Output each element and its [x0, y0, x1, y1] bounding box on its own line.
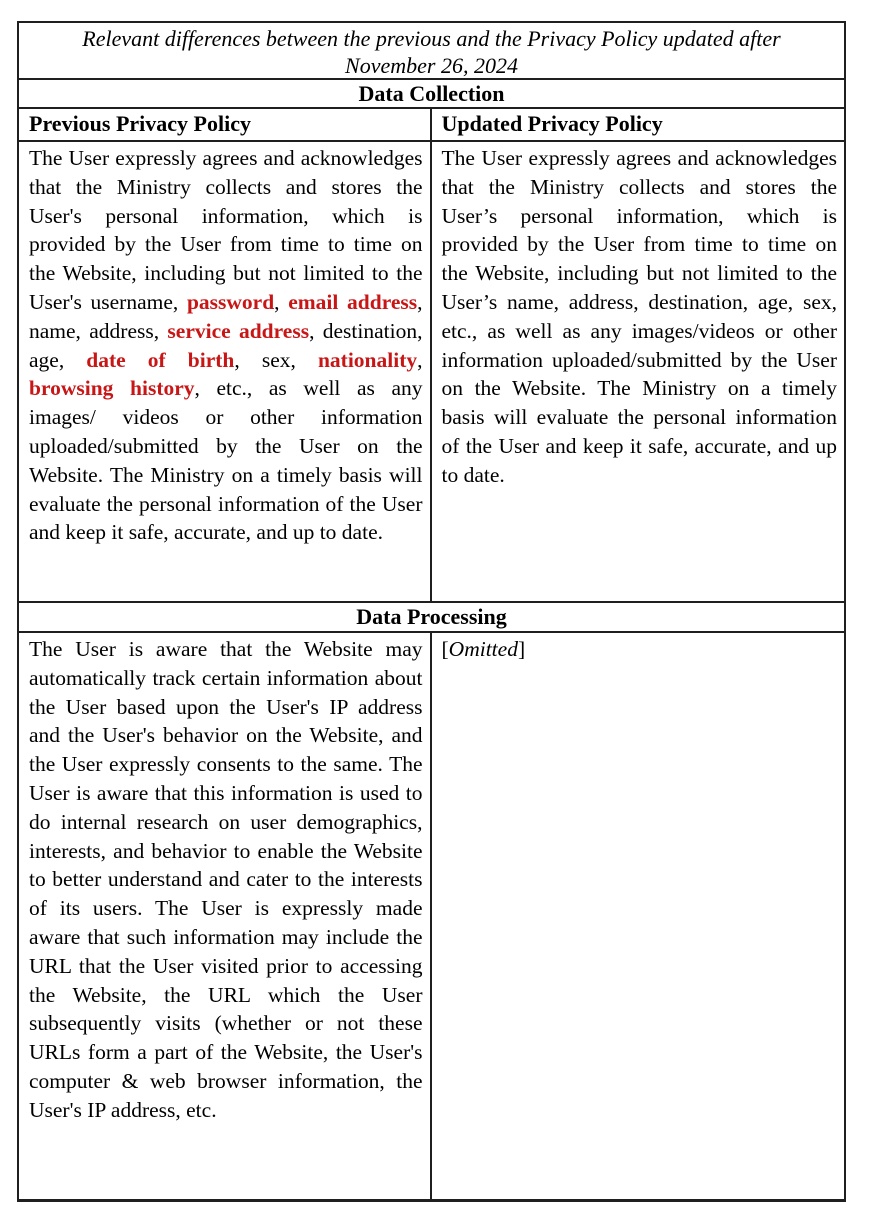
text-run: The User expressly agrees and acknowledges that the Ministry collects and stores the User's personal information, which is provided by the User from time to time on the Website, including but not limited to the User's username,	[29, 146, 423, 314]
section-header-data-processing: Data Processing	[19, 603, 844, 633]
privacy-policy-comparison-table	[17, 21, 846, 1202]
data-collection-previous-text	[19, 142, 432, 601]
column-header-row	[19, 109, 844, 142]
table-title-row	[19, 23, 844, 80]
highlighted-text-run: Omitted	[448, 637, 518, 661]
text-run: , destination, age,	[29, 318, 423, 372]
text-run: , etc., as well as any images/ videos or other information uploaded/submitted by the User on the Website. The Ministry on a timely basis will evaluate the personal information of the User and keep it safe, accurate, and up to date.	[29, 376, 423, 545]
data-processing-updated-text	[432, 633, 845, 1199]
data-collection-updated-text	[432, 142, 845, 601]
data-processing-body-row	[19, 633, 844, 1199]
text-run: ,	[274, 289, 289, 314]
highlighted-text-run: date of birth	[86, 347, 235, 372]
text-run: , sex,	[234, 347, 318, 372]
column-header-previous-policy: Previous Privacy Policy	[19, 109, 432, 140]
highlighted-text-run: email address	[288, 289, 418, 314]
text-run: The User expressly agrees and acknowledges that the Ministry collects and stores the User’s personal information, which is provided by the User from time to time on the Website, including but not limited to the User’s name, address, destination, age, sex, etc., as well as any images/videos or other information uploaded/submitted by the User on the Website. The Ministry on a timely basis will evaluate the personal information of the User and keep it safe, accurate, and up to date.	[441, 146, 837, 487]
text-run: ,	[417, 347, 423, 372]
data-collection-body-row	[19, 142, 844, 603]
column-header-updated-policy: Updated Privacy Policy	[441, 111, 663, 136]
highlighted-text-run: browsing history	[29, 376, 195, 401]
data-processing-previous-text	[19, 633, 432, 1199]
table-title-line-2: November 26, 2024	[345, 52, 518, 78]
text-run: , name, address,	[29, 289, 423, 343]
highlighted-text-run: nationality	[317, 347, 418, 372]
text-run: ]	[517, 637, 526, 661]
text-run: The User is aware that the Website may automatically track certain information about the User based upon the User's IP address and the User's behavior on the Website, and the User expressly consents to the same. The User is aware that this information is used to do internal research on user demographics, interests, and behavior to enable the Website to better understand and cater to the interests of its users. The User is expressly made aware that such information may include the URL that the User visited prior to accessing the Website, the URL which the User subsequently visits (whether or not these URLs form a part of the Website, the User's computer & web browser information, the User's IP address, etc.	[29, 637, 423, 1122]
highlighted-text-run: service address	[167, 318, 310, 343]
section-header-data-collection: Data Collection	[19, 80, 844, 109]
table-title-line-1: Relevant differences between the previous and the Privacy Policy updated after	[82, 26, 781, 51]
highlighted-text-run: password	[186, 289, 275, 314]
text-run: [	[441, 637, 449, 661]
